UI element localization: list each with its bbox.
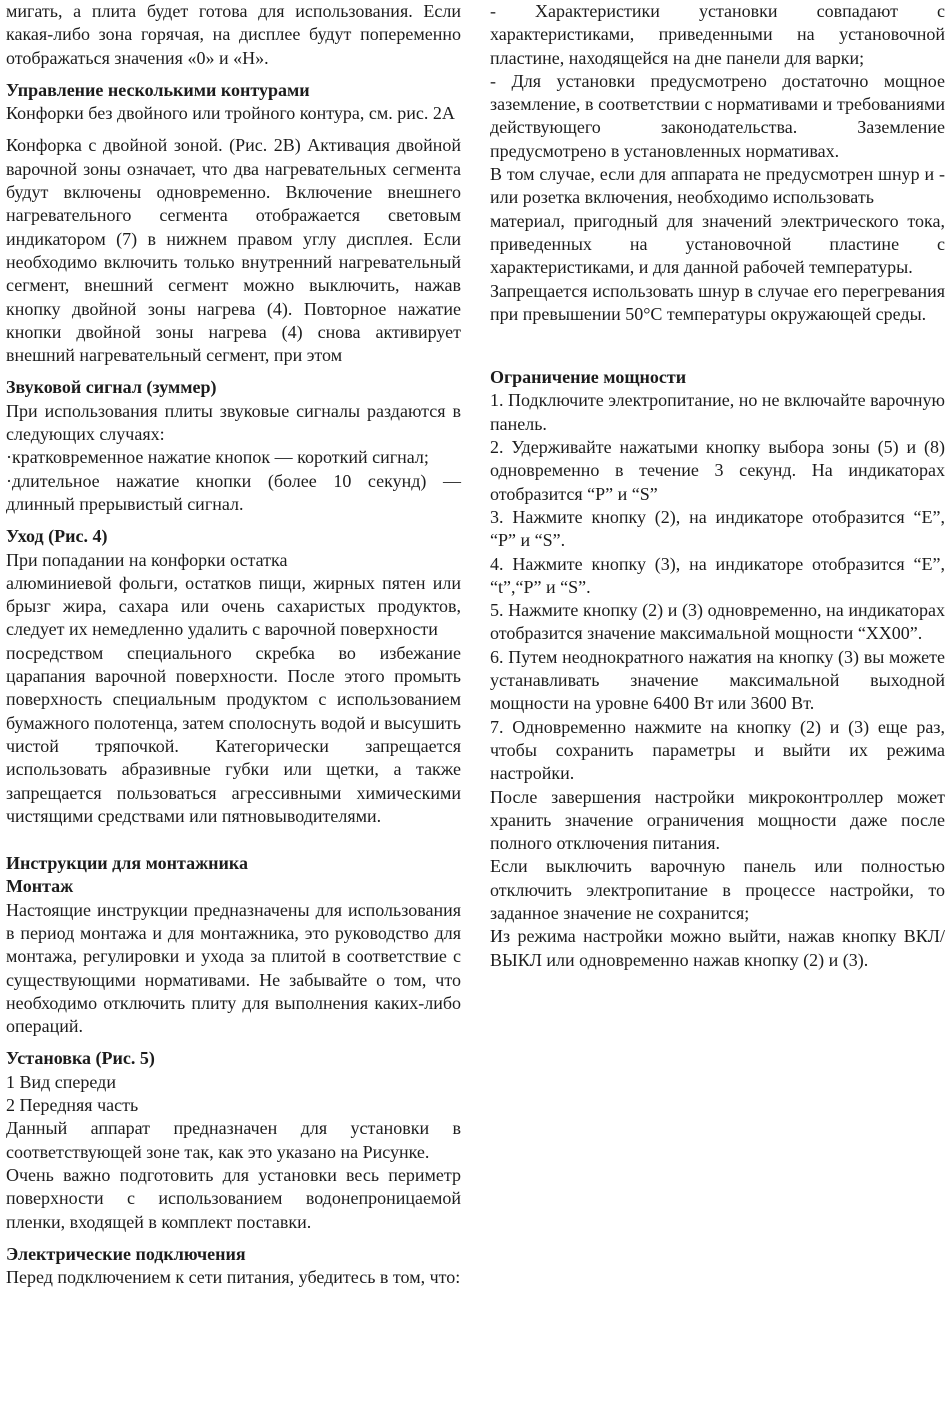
list-item-buzzer-short: ·кратковременное нажатие кнопок — короткий сигнал; (6, 447, 429, 468)
heading-power-limit: Ограничение мощности (490, 367, 687, 388)
paragraph-requirement-4: материал, пригодный для значений электрического тока, приведенных на установочной пластине с характеристиками, и для данной рабочей температуры. (490, 210, 945, 278)
paragraph-multi-2: Конфорка с двойной зоной. (Рис. 2B) Активация двойной варочной зоны означает, что два нагревательных сегмента будут включены одновременно. Включение внешнего нагревательного сегмента отображается световым индикатором (7) в нижнем правом углу дисплея. Если необходимо включить только внутренний нагревательный сегмент, внешний сегмент можно выключить, нажав кнопку двойной зоны нагрева (4). Повторное нажатие кнопки двойной зоны нагрева (4) снова активирует внешний нагревательный сегмент, при этом (6, 135, 461, 366)
paragraph-power-8: После завершения настройки микроконтроллер может хранить значение ограничения мощности даже после полного отключения питания. (490, 786, 945, 854)
heading-buzzer: Звуковой сигнал (зуммер) (6, 377, 217, 398)
list-item-power-step-2: 2. Удерживайте нажатыми кнопку выбора зоны (5) и (8) одновременно в течение 3 секунд. На индикаторах отобразится “P” и “S” (490, 437, 945, 504)
paragraph-requirement-3: В том случае, если для аппарата не предусмотрен шнур и - или розетка включения, необходимо использовать (490, 164, 945, 208)
heading-installation: Установка (Рис. 5) (6, 1048, 155, 1069)
heading-multi-circuit: Управление несколькими контурами (6, 79, 310, 100)
paragraph-requirement-1: - Характеристики установки совпадают с характеристиками, приведенными на установочной пластине, находящейся на дне панели для варки; (490, 1, 945, 68)
list-item-power-step-4: 4. Нажмите кнопку (3), на индикаторе отобразится “E”, “t”,“P” и “S”. (490, 553, 945, 597)
paragraph-electrical: Перед подключением к сети питания, убедитесь в том, что: (6, 1267, 461, 1288)
list-item-power-step-6: 6. Путем неоднократного нажатия на кнопку (3) вы можете устанавливать значение максимальной выходной мощности на уровне 6400 Вт или 3600 Вт. (490, 646, 945, 714)
paragraph-intro: мигать, а плита будет готова для использования. Если какая-либо зона горячая, на дисплее будут попеременно отображаться значения «0» и «H». (6, 1, 461, 68)
paragraph-care-2: алюминиевой фольги, остатков пищи, жирных пятен или брызг жира, сахара или очень сахаристых продуктов, следует их немедленно удалить с варочной поверхности (6, 572, 461, 640)
paragraph-requirement-2: - Для установки предусмотрено достаточно мощное заземление, в соответствии с нормативами и требованиями действующего законодательства. Заземление предусмотрено в установленных нормативах. (490, 70, 945, 161)
list-item-power-step-7: 7. Одновременно нажмите на кнопку (2) и (3) еще раз, чтобы сохранить параметры и выйти их режима настройки. (490, 716, 945, 784)
list-item-front-part: 2 Передняя часть (6, 1095, 139, 1116)
paragraph-care-3: посредством специального скребка во избежание царапания варочной поверхности. После этого промыть поверхность специальным продуктом с использованием бумажного полотенца, затем сполоснуть водой и высушить чистой тряпочкой. Категорически запрещается использовать абразивные губки или щетки, а также запрещается пользоваться агрессивными химическими чистящими средствами или пятновыводителями. (6, 642, 461, 826)
paragraph-installation-2: Очень важно подготовить для установки весь периметр поверхности с использованием водонепроницаемой пленки, входящей в комплект поставки. (6, 1164, 461, 1232)
right-column (490, 0, 945, 972)
heading-care: Уход (Рис. 4) (6, 526, 108, 547)
list-item-power-step-5: 5. Нажмите кнопку (2) и (3) одновременно, на индикаторах отобразится значение максимальной мощности “XX00”. (490, 600, 945, 644)
paragraph-power-9: Если выключить варочную панель или полностью отключить электропитание в процессе настройки, то заданное значение не сохранится; (490, 856, 945, 923)
list-item-power-step-1: 1. Подключите электропитание, но не включайте варочную панель. (490, 390, 945, 434)
paragraph-multi-1: Конфорки без двойного или тройного контура, см. рис. 2A (6, 103, 455, 124)
paragraph-mounting: Настоящие инструкции предназначены для использования в период монтажа и для монтажника, это руководство для монтажа, регулировки и ухода за плитой в соответствие с существующими нормативами. Не забывайте о том, что необходимо отключить плиту для выполнения каких-либо операций. (6, 899, 461, 1037)
left-column (6, 0, 461, 1289)
paragraph-requirement-5: Запрещается использовать шнур в случае его перегревания при превышении 50°С температуры окружающей среды. (490, 280, 945, 324)
list-item-power-step-3: 3. Нажмите кнопку (2), на индикаторе отобразится “E”, “P” и “S”. (490, 506, 945, 551)
heading-mounting: Монтаж (6, 876, 74, 897)
paragraph-care-1: При попадании на конфорки остатка (6, 549, 288, 570)
paragraph-power-10: Из режима настройки можно выйти, нажав кнопку ВКЛ/ВЫКЛ или одновременно нажав кнопку (2) и (3). (490, 926, 945, 970)
heading-installer: Инструкции для монтажника (6, 853, 248, 874)
paragraph-buzzer: При использования плиты звуковые сигналы раздаются в следующих случаях: (6, 400, 461, 445)
list-item-buzzer-long: ·длительное нажатие кнопки (более 10 секунд) — длинный прерывистый сигнал. (6, 470, 461, 514)
heading-electrical: Электрические подключения (6, 1243, 246, 1264)
paragraph-installation-1: Данный аппарат предназначен для установки в соответствующей зоне так, как это указано на Рисунке. (6, 1118, 461, 1162)
list-item-front-view: 1 Вид спереди (6, 1071, 116, 1092)
